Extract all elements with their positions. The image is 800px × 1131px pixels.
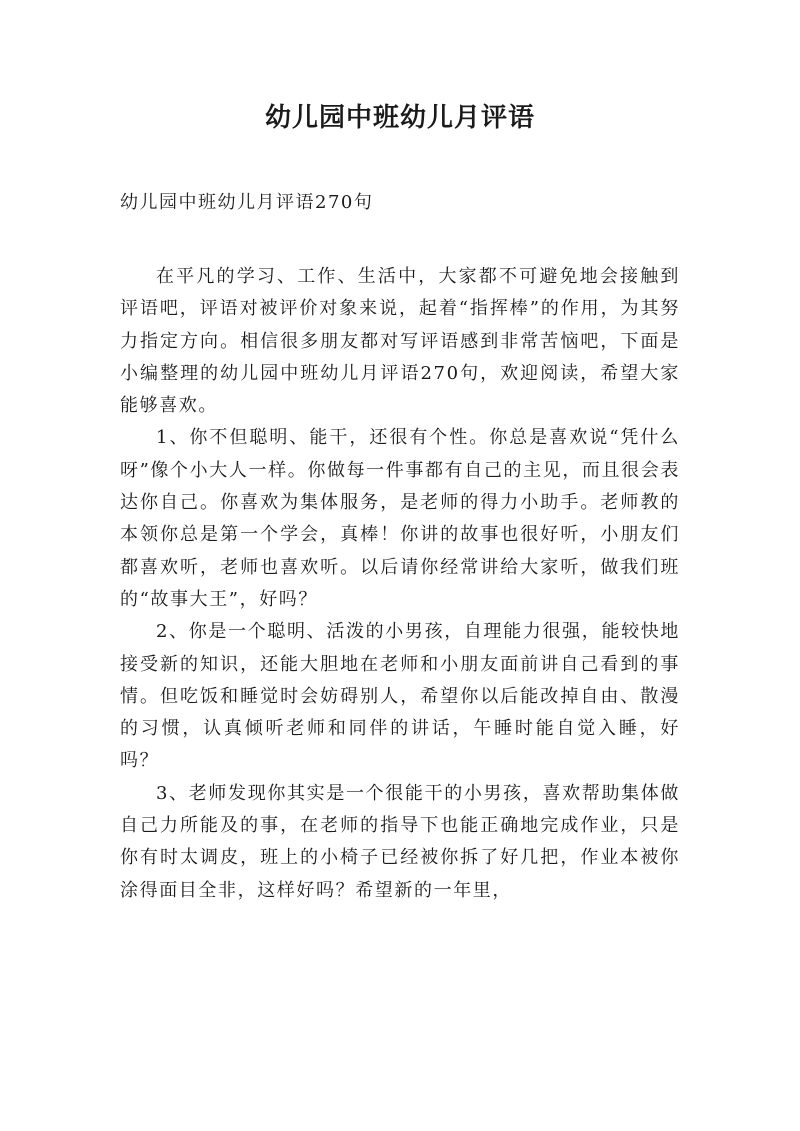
comment-paragraph-3: 3、老师发现你其实是一个很能干的小男孩，喜欢帮助集体做自己力所能及的事，在老师的指导下也能正确地完成作业，只是你有时太调皮，班上的小椅子已经被你拆了好几把，作业本被你涂得面目全非，这样好吗？希望新的一年里， bbox=[120, 782, 680, 901]
comment-paragraph-2: 2、你是一个聪明、活泼的小男孩，自理能力很强，能较快地接受新的知识，还能大胆地在老师和小朋友面前讲自己看到的事情。但吃饭和睡觉时会妨碍别人，希望你以后能改掉自由、散漫的习惯，认真倾听老师和同伴的讲话，午睡时能自觉入睡，好吗？ bbox=[120, 621, 680, 772]
intro-paragraph: 在平凡的学习、工作、生活中，大家都不可避免地会接触到评语吧，评语对被评价对象来说，起着“指挥棒”的作用，为其努力指定方向。相信很多朋友都对写评语感到非常苦恼吧，下面是小编整理的幼儿园中班幼儿月评语270句，欢迎阅读，希望大家能够喜欢。 bbox=[120, 266, 680, 417]
document-title: 幼儿园中班幼儿月评语 bbox=[264, 103, 535, 133]
comment-paragraph-1: 1、你不但聪明、能干，还很有个性。你总是喜欢说“凭什么呀”像个小大人一样。你做每一件事都有自己的主见，而且很会表达你自己。你喜欢为集体服务，是老师的得力小助手。老师教的本领你总是第一个学会，真棒！你讲的故事也很好听，小朋友们都喜欢听，老师也喜欢听。以后请你经常讲给大家听，做我们班的“故事大王”，好吗？ bbox=[120, 427, 680, 610]
document-subtitle: 幼儿园中班幼儿月评语270句 bbox=[120, 192, 374, 213]
document-body bbox=[120, 261, 680, 907]
